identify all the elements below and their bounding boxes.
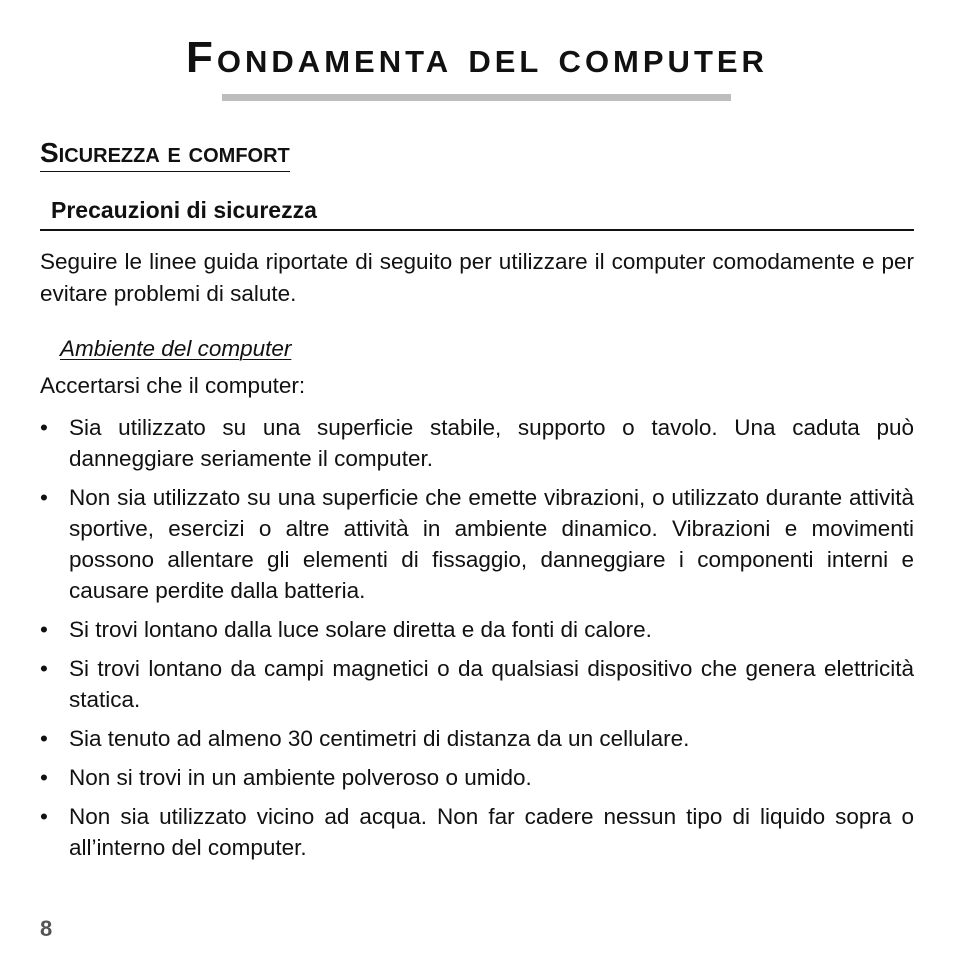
environment-lead: Accertarsi che il computer:	[40, 373, 306, 398]
bullet-item	[40, 614, 914, 645]
subsection-title: Precauzioni di sicurezza	[51, 197, 317, 223]
bullet-symbol: •	[40, 415, 48, 440]
subsection-header	[40, 193, 914, 231]
bullet-symbol: •	[40, 617, 48, 642]
environment-bullet-list	[40, 412, 914, 871]
bullet-symbol: •	[40, 726, 48, 751]
bullet-item	[40, 482, 914, 606]
title-underline-rule	[222, 94, 731, 101]
bullet-text: Non sia utilizzato su una superficie che emette vibrazioni, o utilizzato durante attività sportive, esercizi o altre attività in ambiente dinamico. Vibrazioni e movimenti possono allentare gli elementi di fissaggio, danneggiare i componenti interni e causare perdite dalla batteria.	[69, 485, 914, 603]
intro-paragraph: Seguire le linee guida riportate di seguito per utilizzare il computer comodamente e per evitare problemi di salute.	[40, 249, 914, 306]
bullet-item	[40, 762, 914, 793]
bullet-symbol: •	[40, 804, 48, 829]
bullet-item	[40, 801, 914, 863]
bullet-text: Non sia utilizzato vicino ad acqua. Non far cadere nessun tipo di liquido sopra o all’interno del computer.	[69, 804, 914, 860]
bullet-text: Non si trovi in un ambiente polveroso o umido.	[69, 765, 532, 790]
chapter-title: Fondamenta del computer	[186, 33, 768, 82]
bullet-text: Sia tenuto ad almeno 30 centimetri di distanza da un cellulare.	[69, 726, 690, 751]
bullet-symbol: •	[40, 485, 48, 510]
page-number: 8	[40, 916, 53, 941]
section-title: Sicurezza e comfort	[40, 135, 290, 172]
bullet-text: Si trovi lontano dalla luce solare diretta e da fonti di calore.	[69, 617, 652, 642]
bullet-item	[40, 723, 914, 754]
environment-heading: Ambiente del computer	[60, 336, 292, 361]
bullet-text: Sia utilizzato su una superficie stabile, supporto o tavolo. Una caduta può danneggiare seriamente il computer.	[69, 415, 914, 471]
bullet-text: Si trovi lontano da campi magnetici o da qualsiasi dispositivo che genera elettricità statica.	[69, 656, 914, 712]
bullet-item	[40, 412, 914, 474]
bullet-symbol: •	[40, 656, 48, 681]
bullet-item	[40, 653, 914, 715]
bullet-symbol: •	[40, 765, 48, 790]
